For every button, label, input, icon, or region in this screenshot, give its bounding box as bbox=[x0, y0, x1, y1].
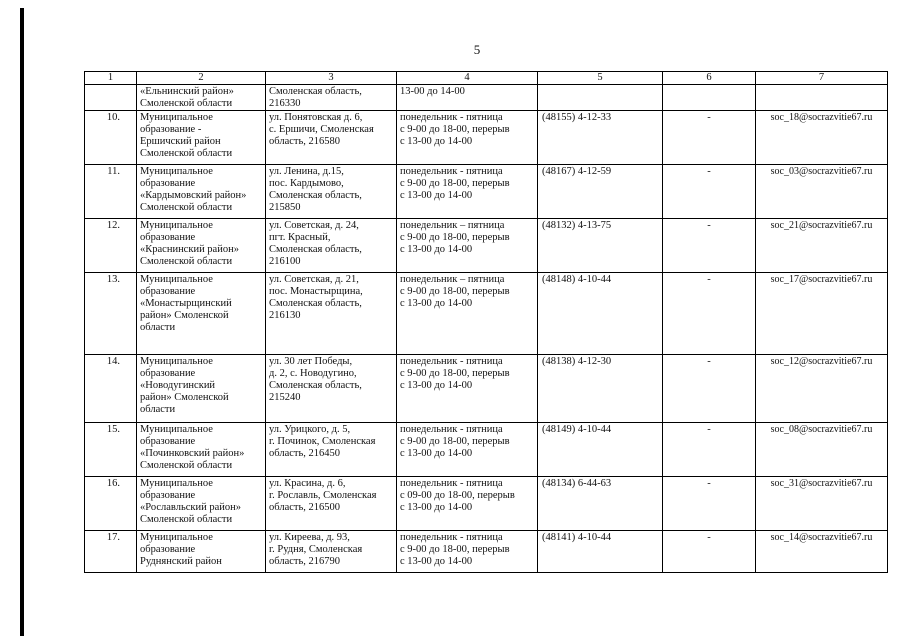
address-line: ул. Ленина, д.15, bbox=[269, 166, 344, 177]
column-6-cell: - bbox=[663, 477, 756, 531]
address-line: 216330 bbox=[269, 98, 301, 109]
phone-cell: (48134) 6-44-63 bbox=[538, 477, 663, 531]
address-cell bbox=[266, 531, 397, 573]
column-6-cell: - bbox=[663, 165, 756, 219]
table-header-row bbox=[85, 72, 888, 85]
email-cell: soc_08@socrazvitie67.ru bbox=[756, 423, 888, 477]
row-number: 17. bbox=[85, 531, 137, 573]
name-line: образование bbox=[140, 544, 196, 555]
header-col-7: 7 bbox=[756, 72, 888, 85]
phone-cell: (48149) 4-10-44 bbox=[538, 423, 663, 477]
email-cell bbox=[756, 85, 888, 111]
working-hours-cell bbox=[397, 477, 538, 531]
address-line: 216100 bbox=[269, 256, 301, 267]
working-hours-cell bbox=[397, 165, 538, 219]
address-cell bbox=[266, 111, 397, 165]
address-cell bbox=[266, 219, 397, 273]
row-number: 12. bbox=[85, 219, 137, 273]
address-line: ул. Киреева, д. 93, bbox=[269, 532, 350, 543]
email-cell: soc_14@socrazvitie67.ru bbox=[756, 531, 888, 573]
email-cell: soc_21@socrazvitie67.ru bbox=[756, 219, 888, 273]
name-line: «Новодугинский bbox=[140, 380, 216, 391]
name-line: области bbox=[140, 404, 176, 415]
table-row bbox=[85, 85, 888, 111]
hours-line: с 9-00 до 18-00, перерыв bbox=[400, 232, 510, 243]
address-cell bbox=[266, 355, 397, 423]
address-line: Смоленская область, bbox=[269, 298, 362, 309]
name-line: Смоленской области bbox=[140, 148, 233, 159]
address-line: 215240 bbox=[269, 392, 301, 403]
working-hours-cell bbox=[397, 531, 538, 573]
address-line: ул. Советская, д. 24, bbox=[269, 220, 359, 231]
address-line: Смоленская область, bbox=[269, 86, 362, 97]
name-line: Смоленской области bbox=[140, 98, 233, 109]
address-line: ул. Понятовская д. 6, bbox=[269, 112, 363, 123]
hours-line: с 9-00 до 18-00, перерыв bbox=[400, 286, 510, 297]
name-line: Смоленской области bbox=[140, 202, 233, 213]
name-line: Ершичский район bbox=[140, 136, 221, 147]
address-line: ул. Советская, д. 21, bbox=[269, 274, 359, 285]
hours-line: с 13-00 до 14-00 bbox=[400, 136, 473, 147]
address-line: область, 216790 bbox=[269, 556, 341, 567]
name-line: образование bbox=[140, 286, 196, 297]
row-number: 13. bbox=[85, 273, 137, 355]
hours-line: с 9-00 до 18-00, перерыв bbox=[400, 436, 510, 447]
name-line: «Кардымовский район» bbox=[140, 190, 247, 201]
hours-line: понедельник - пятница bbox=[400, 478, 503, 489]
municipality-name bbox=[137, 85, 266, 111]
municipality-name bbox=[137, 531, 266, 573]
column-6-cell: - bbox=[663, 273, 756, 355]
page-left-border bbox=[20, 8, 24, 636]
name-line: образование bbox=[140, 178, 196, 189]
hours-line: понедельник - пятница bbox=[400, 166, 503, 177]
header-col-2: 2 bbox=[137, 72, 266, 85]
row-number: 10. bbox=[85, 111, 137, 165]
name-line: Муниципальное bbox=[140, 356, 213, 367]
municipality-name bbox=[137, 111, 266, 165]
name-line: «Починковский район» bbox=[140, 448, 245, 459]
hours-line: понедельник - пятница bbox=[400, 532, 503, 543]
address-line: Смоленская область, bbox=[269, 190, 362, 201]
name-line: образование bbox=[140, 490, 196, 501]
address-line: область, 216500 bbox=[269, 502, 341, 513]
address-line: г. Починок, Смоленская bbox=[269, 436, 376, 447]
row-number: 11. bbox=[85, 165, 137, 219]
name-line: образование bbox=[140, 436, 196, 447]
phone-cell: (48167) 4-12-59 bbox=[538, 165, 663, 219]
phone-cell: (48148) 4-10-44 bbox=[538, 273, 663, 355]
hours-line: понедельник - пятница bbox=[400, 112, 503, 123]
header-col-4: 4 bbox=[397, 72, 538, 85]
table-row bbox=[85, 219, 888, 273]
hours-line: с 13-00 до 14-00 bbox=[400, 380, 473, 391]
name-line: образование bbox=[140, 368, 196, 379]
name-line: район» Смоленской bbox=[140, 392, 229, 403]
name-line: «Ельнинский район» bbox=[140, 86, 234, 97]
hours-line: с 9-00 до 18-00, перерыв bbox=[400, 544, 510, 555]
name-line: Муниципальное bbox=[140, 478, 213, 489]
column-6-cell bbox=[663, 85, 756, 111]
address-cell bbox=[266, 273, 397, 355]
address-cell bbox=[266, 477, 397, 531]
hours-line: с 13-00 до 14-00 bbox=[400, 448, 473, 459]
name-line: Муниципальное bbox=[140, 220, 213, 231]
address-cell bbox=[266, 423, 397, 477]
table-row bbox=[85, 165, 888, 219]
email-cell: soc_31@socrazvitie67.ru bbox=[756, 477, 888, 531]
address-cell bbox=[266, 85, 397, 111]
name-line: образование - bbox=[140, 124, 202, 135]
hours-line: с 9-00 до 18-00, перерыв bbox=[400, 368, 510, 379]
name-line: области bbox=[140, 322, 176, 333]
header-col-3: 3 bbox=[266, 72, 397, 85]
address-line: пос. Кардымово, bbox=[269, 178, 344, 189]
email-cell: soc_12@socrazvitie67.ru bbox=[756, 355, 888, 423]
table-row bbox=[85, 355, 888, 423]
address-line: ул. Красина, д. 6, bbox=[269, 478, 346, 489]
row-number: 15. bbox=[85, 423, 137, 477]
page-number: 5 bbox=[473, 42, 481, 57]
working-hours-cell bbox=[397, 111, 538, 165]
working-hours-cell bbox=[397, 423, 538, 477]
hours-line: 13-00 до 14-00 bbox=[400, 86, 465, 97]
hours-line: понедельник – пятница bbox=[400, 274, 505, 285]
municipality-name bbox=[137, 355, 266, 423]
hours-line: с 9-00 до 18-00, перерыв bbox=[400, 178, 510, 189]
table-row bbox=[85, 531, 888, 573]
table-row bbox=[85, 273, 888, 355]
name-line: Смоленской области bbox=[140, 460, 233, 471]
municipality-name bbox=[137, 219, 266, 273]
header-col-5: 5 bbox=[538, 72, 663, 85]
address-line: д. 2, с. Новодугино, bbox=[269, 368, 357, 379]
phone-cell bbox=[538, 85, 663, 111]
hours-line: с 13-00 до 14-00 bbox=[400, 190, 473, 201]
working-hours-cell bbox=[397, 273, 538, 355]
column-6-cell: - bbox=[663, 355, 756, 423]
phone-cell: (48155) 4-12-33 bbox=[538, 111, 663, 165]
table-row bbox=[85, 477, 888, 531]
column-6-cell: - bbox=[663, 423, 756, 477]
offices-table bbox=[84, 71, 888, 573]
phone-cell: (48141) 4-10-44 bbox=[538, 531, 663, 573]
column-6-cell: - bbox=[663, 531, 756, 573]
row-number: 14. bbox=[85, 355, 137, 423]
address-line: пос. Монастырщина, bbox=[269, 286, 363, 297]
header-col-1: 1 bbox=[85, 72, 137, 85]
phone-cell: (48138) 4-12-30 bbox=[538, 355, 663, 423]
phone-cell: (48132) 4-13-75 bbox=[538, 219, 663, 273]
column-6-cell: - bbox=[663, 219, 756, 273]
name-line: Муниципальное bbox=[140, 166, 213, 177]
name-line: Муниципальное bbox=[140, 274, 213, 285]
name-line: район» Смоленской bbox=[140, 310, 229, 321]
address-line: пгт. Красный, bbox=[269, 232, 331, 243]
municipality-name bbox=[137, 423, 266, 477]
hours-line: понедельник – пятница bbox=[400, 220, 505, 231]
municipality-name bbox=[137, 273, 266, 355]
name-line: «Монастырщинский bbox=[140, 298, 232, 309]
hours-line: с 13-00 до 14-00 bbox=[400, 502, 473, 513]
row-number bbox=[85, 85, 137, 111]
hours-line: с 9-00 до 18-00, перерыв bbox=[400, 124, 510, 135]
municipality-name bbox=[137, 165, 266, 219]
hours-line: понедельник - пятница bbox=[400, 356, 503, 367]
header-col-6: 6 bbox=[663, 72, 756, 85]
address-line: Смоленская область, bbox=[269, 244, 362, 255]
name-line: Руднянский район bbox=[140, 556, 222, 567]
address-line: с. Ершичи, Смоленская bbox=[269, 124, 374, 135]
working-hours-cell bbox=[397, 219, 538, 273]
address-line: ул. 30 лет Победы, bbox=[269, 356, 353, 367]
row-number: 16. bbox=[85, 477, 137, 531]
hours-line: с 13-00 до 14-00 bbox=[400, 556, 473, 567]
address-line: 215850 bbox=[269, 202, 301, 213]
address-line: Смоленская область, bbox=[269, 380, 362, 391]
working-hours-cell bbox=[397, 85, 538, 111]
address-line: 216130 bbox=[269, 310, 301, 321]
working-hours-cell bbox=[397, 355, 538, 423]
name-line: Муниципальное bbox=[140, 532, 213, 543]
email-cell: soc_18@socrazvitie67.ru bbox=[756, 111, 888, 165]
address-line: ул. Урицкого, д. 5, bbox=[269, 424, 351, 435]
address-line: г. Рославль, Смоленская bbox=[269, 490, 377, 501]
name-line: Муниципальное bbox=[140, 424, 213, 435]
name-line: «Краснинский район» bbox=[140, 244, 239, 255]
hours-line: с 13-00 до 14-00 bbox=[400, 244, 473, 255]
name-line: Муниципальное bbox=[140, 112, 213, 123]
name-line: Смоленской области bbox=[140, 514, 233, 525]
address-line: г. Рудня, Смоленская bbox=[269, 544, 363, 555]
email-cell: soc_17@socrazvitie67.ru bbox=[756, 273, 888, 355]
table-row bbox=[85, 423, 888, 477]
hours-line: с 13-00 до 14-00 bbox=[400, 298, 473, 309]
address-line: область, 216450 bbox=[269, 448, 341, 459]
hours-line: понедельник - пятница bbox=[400, 424, 503, 435]
municipality-name bbox=[137, 477, 266, 531]
table-row bbox=[85, 111, 888, 165]
address-line: область, 216580 bbox=[269, 136, 341, 147]
name-line: «Рославльский район» bbox=[140, 502, 242, 513]
name-line: образование bbox=[140, 232, 196, 243]
column-6-cell: - bbox=[663, 111, 756, 165]
hours-line: с 09-00 до 18-00, перерыв bbox=[400, 490, 515, 501]
name-line: Смоленской области bbox=[140, 256, 233, 267]
address-cell bbox=[266, 165, 397, 219]
email-cell: soc_03@socrazvitie67.ru bbox=[756, 165, 888, 219]
